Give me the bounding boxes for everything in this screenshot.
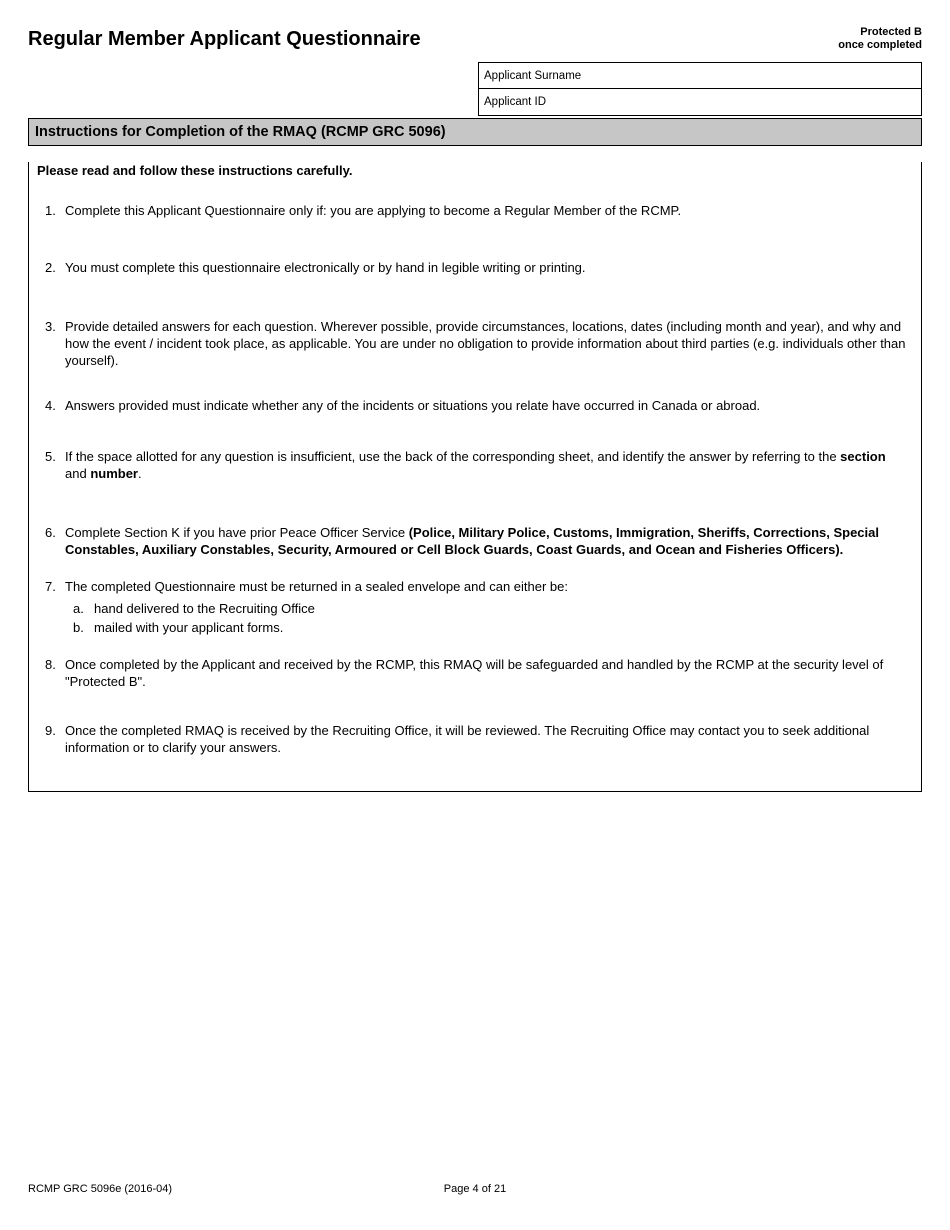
item-text — [65, 524, 911, 558]
instructions-section-header: Instructions for Completion of the RMAQ (RCMP GRC 5096) — [28, 118, 922, 146]
item-number: 1. — [45, 203, 56, 218]
item-text: Once completed by the Applicant and received by the RCMP, this RMAQ will be safeguarded and handled by the RCMP at the security level of "Protected B". — [65, 657, 884, 689]
applicant-surname-label: Applicant Surname — [484, 69, 582, 82]
item-number: 5. — [45, 449, 56, 464]
item-text: Once the completed RMAQ is received by the Recruiting Office, it will be reviewed. The Recruiting Office may contact you to seek additional information or to clarify your answers. — [65, 723, 870, 755]
page-title: Regular Member Applicant Questionnaire — [28, 28, 421, 50]
page-number: Page 4 of 21 — [443, 1183, 507, 1195]
subitem-letter: b. — [73, 620, 84, 635]
item-number: 3. — [45, 319, 56, 334]
subitem-text: hand delivered to the Recruiting Office — [94, 601, 315, 616]
instruction-item-8 — [37, 656, 911, 690]
item-text-segment: If the space allotted for any question is insufficient, use the back of the corresponding sheet, and identify the answer by referring to the — [65, 449, 841, 464]
instruction-item-5 — [37, 448, 911, 482]
applicant-surname-field[interactable] — [478, 62, 922, 89]
item-number: 9. — [45, 723, 56, 738]
item-text-segment: . — [137, 466, 142, 481]
instruction-item-6 — [37, 524, 911, 558]
security-classification — [838, 26, 922, 52]
subitem-letter: a. — [73, 601, 84, 616]
instructions-intro: Please read and follow these instructions carefully. — [37, 163, 353, 178]
instruction-item-1 — [37, 202, 911, 219]
instruction-subitem-b — [73, 619, 907, 636]
instruction-item-2 — [37, 259, 911, 276]
instruction-subitem-a — [73, 600, 907, 617]
item-text-bold: number — [90, 466, 138, 481]
item-text: You must complete this questionnaire electronically or by hand in legible writing or printing. — [65, 260, 586, 275]
item-text-segment: Complete Section K if you have prior Peace Officer Service — [65, 525, 409, 540]
item-text: Complete this Applicant Questionnaire only if: you are applying to become a Regular Member of the RCMP. — [65, 203, 682, 218]
item-number: 2. — [45, 260, 56, 275]
applicant-id-field[interactable] — [478, 89, 922, 116]
once-completed-label: once completed — [838, 39, 922, 51]
item-text-segment: The completed Questionnaire must be returned in a sealed envelope and can either be: — [65, 579, 568, 594]
item-number: 7. — [45, 579, 56, 594]
item-text-bold: (Police, Military Police, Customs, Immigration, Sheriffs, Corrections, Special Constables, Auxiliary Constables, Security, Armoured or Cell Block Guards, Coast Guards, and Ocean and Fisheries Officers). — [65, 525, 879, 557]
item-text-bold: section — [840, 449, 886, 464]
instruction-item-3 — [37, 318, 911, 369]
instruction-item-7 — [37, 578, 911, 636]
applicant-fields — [478, 62, 922, 116]
item-text — [65, 448, 911, 482]
item-number: 8. — [45, 657, 56, 672]
protected-b-label: Protected B — [860, 26, 922, 38]
item-number: 4. — [45, 398, 56, 413]
item-text: Answers provided must indicate whether any of the incidents or situations you relate have occurred in Canada or abroad. — [65, 398, 761, 413]
subitem-text: mailed with your applicant forms. — [94, 620, 284, 635]
instruction-item-9 — [37, 722, 911, 756]
instruction-sublist — [73, 600, 907, 636]
applicant-id-label: Applicant ID — [484, 96, 547, 108]
instructions-body — [28, 162, 922, 792]
item-text: Provide detailed answers for each question. Wherever possible, provide circumstances, locations, dates (including month and year), and why and how the event / incident took place, as applicable. You are under no obligation to provide information about third parties (e.g. individuals other than yourself). — [65, 319, 906, 368]
item-number: 6. — [45, 525, 56, 540]
instructions-section — [28, 118, 922, 792]
item-text — [65, 578, 911, 636]
instruction-item-4 — [37, 397, 911, 414]
form-number: RCMP GRC 5096e (2016-04) — [28, 1183, 173, 1195]
item-text-segment: and — [65, 466, 91, 481]
